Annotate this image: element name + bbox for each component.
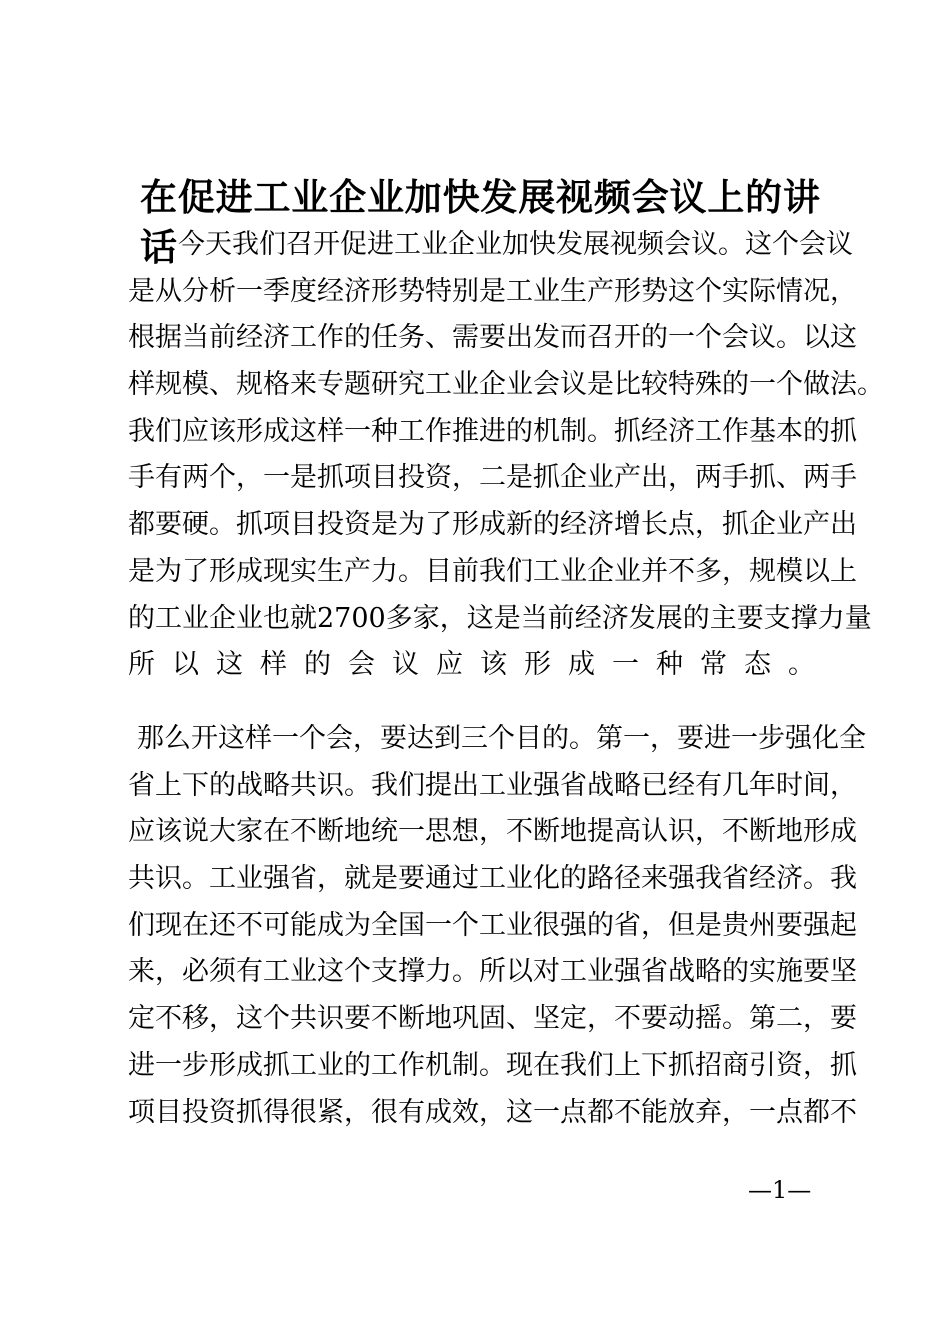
text-line: 项目投资抓得很紧，很有成效，这一点都不能放弃，一点都不 bbox=[128, 1096, 857, 1128]
text-line: 我们应该形成这样一种工作推进的机制。抓经济工作基本的抓 bbox=[128, 415, 857, 447]
text-line: 定不移，这个共识要不断地巩固、坚定，不要动摇。第二，要 bbox=[128, 1003, 857, 1035]
page-number: —1— bbox=[748, 1176, 812, 1204]
text-line: 手有两个，一是抓项目投资，二是抓企业产出，两手抓、两手 bbox=[128, 462, 857, 494]
paragraph-2 bbox=[128, 716, 866, 1136]
text-line: 那么开这样一个会，要达到三个目的。第一，要进一步强化全 bbox=[137, 723, 866, 754]
text-line: 是从分析一季度经济形势特别是工业生产形势这个实际情况， bbox=[128, 275, 857, 307]
text-line: 根据当前经济工作的任务、需要出发而召开的一个会议。以这 bbox=[128, 322, 857, 354]
text-line: 样规模、规格来专题研究工业企业会议是比较特殊的一个做法。 bbox=[128, 369, 884, 401]
paragraph-1 bbox=[128, 222, 884, 689]
document-title: 在促进工业企业加快发展视频会议上的讲话 bbox=[140, 175, 820, 269]
text-line: 省上下的战略共识。我们提出工业强省战略已经有几年时间， bbox=[128, 769, 857, 801]
text-line: 来，必须有工业这个支撑力。所以对工业强省战略的实施要坚 bbox=[128, 956, 857, 988]
text-line: 进一步形成抓工业的工作机制。现在我们上下抓招商引资，抓 bbox=[128, 1049, 857, 1081]
text-line: 是为了形成现实生产力。目前我们工业企业并不多，规模以上 bbox=[128, 555, 857, 587]
text-line: 今天我们召开促进工业企业加快发展视频会议。这个会议 bbox=[178, 229, 853, 260]
text-line: 所以这样的会议应该形成一种常态。 bbox=[128, 649, 832, 681]
text-line: 共识。工业强省，就是要通过工业化的路径来强我省经济。我 bbox=[128, 863, 857, 895]
text-line: 的工业企业也就2700多家，这是当前经济发展的主要支撑力量 bbox=[128, 602, 872, 634]
text-line: 应该说大家在不断地统一思想，不断地提高认识，不断地形成 bbox=[128, 816, 857, 848]
text-line: 们现在还不可能成为全国一个工业很强的省，但是贵州要强起 bbox=[128, 909, 857, 941]
text-line: 都要硬。抓项目投资是为了形成新的经济增长点，抓企业产出 bbox=[128, 509, 857, 541]
